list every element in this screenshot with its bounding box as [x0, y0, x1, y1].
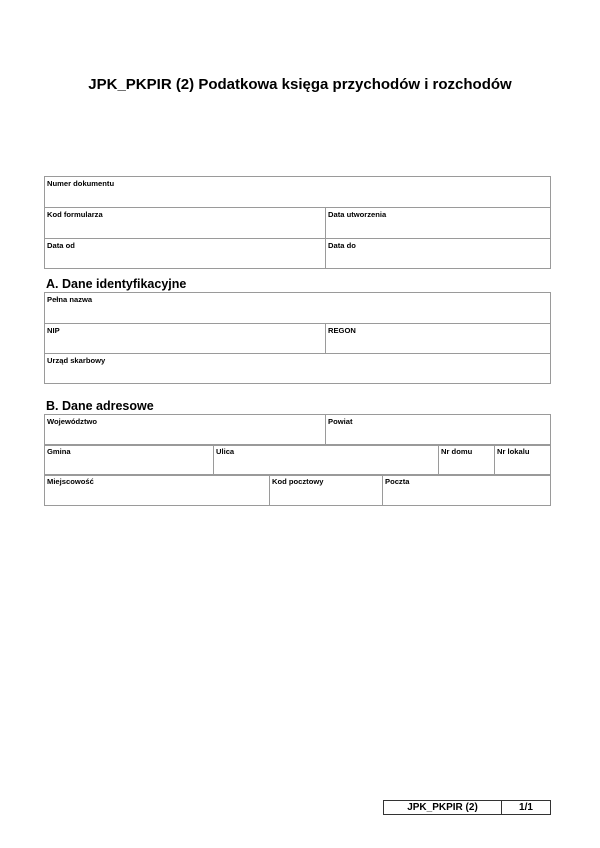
section-a-title: A. Dane identyfikacyjne	[46, 277, 187, 291]
gmina-label: Gmina	[47, 447, 71, 456]
numer-dokumentu-field[interactable]	[45, 177, 551, 208]
footer-page-number: 1/1	[519, 802, 533, 813]
ulica-field[interactable]	[214, 445, 439, 476]
section-a-table	[44, 292, 551, 384]
page-footer	[383, 800, 551, 815]
poczta-field[interactable]	[383, 475, 551, 506]
nip-field[interactable]	[45, 324, 326, 354]
data-do-label: Data do	[328, 241, 356, 250]
kod-formularza-field[interactable]	[45, 208, 326, 239]
section-b-title: B. Dane adresowe	[46, 399, 154, 413]
poczta-label: Poczta	[385, 477, 410, 486]
section-b-table-row3	[44, 474, 551, 506]
pelna-nazwa-field[interactable]	[45, 293, 551, 324]
powiat-label: Powiat	[328, 417, 353, 426]
data-od-label: Data od	[47, 241, 75, 250]
ulica-label: Ulica	[216, 447, 235, 456]
kod-pocztowy-label: Kod pocztowy	[272, 477, 324, 486]
data-utworzenia-field[interactable]	[326, 208, 551, 239]
urzad-skarbowy-label: Urząd skarbowy	[47, 356, 106, 365]
wojewodztwo-label: Województwo	[47, 417, 98, 426]
nip-label: NIP	[47, 326, 60, 335]
gmina-field[interactable]	[45, 445, 214, 476]
kod-formularza-label: Kod formularza	[47, 210, 103, 219]
data-utworzenia-label: Data utworzenia	[328, 210, 387, 219]
nr-domu-field[interactable]	[439, 445, 495, 476]
kod-pocztowy-field[interactable]	[270, 475, 383, 506]
regon-field[interactable]	[326, 324, 551, 354]
section-b-table-row2	[44, 444, 551, 476]
miejscowosc-label: Miejscowość	[47, 477, 94, 486]
wojewodztwo-field[interactable]	[45, 415, 326, 446]
footer-form-code: JPK_PKPIR (2)	[384, 801, 502, 814]
data-do-field[interactable]	[326, 239, 551, 269]
data-od-field[interactable]	[45, 239, 326, 269]
nr-lokalu-label: Nr lokalu	[497, 447, 530, 456]
urzad-skarbowy-field[interactable]	[45, 354, 551, 384]
section-b-table-row1	[44, 414, 551, 446]
regon-label: REGON	[328, 326, 356, 335]
powiat-field[interactable]	[326, 415, 551, 446]
numer-dokumentu-label: Numer dokumentu	[47, 179, 115, 188]
nr-lokalu-field[interactable]	[495, 445, 551, 476]
miejscowosc-field[interactable]	[45, 475, 270, 506]
document-title: JPK_PKPIR (2) Podatkowa księga przychodów i rozchodów	[88, 76, 512, 93]
nr-domu-label: Nr domu	[441, 447, 473, 456]
pelna-nazwa-label: Pełna nazwa	[47, 295, 93, 304]
header-fields-table	[44, 176, 551, 269]
